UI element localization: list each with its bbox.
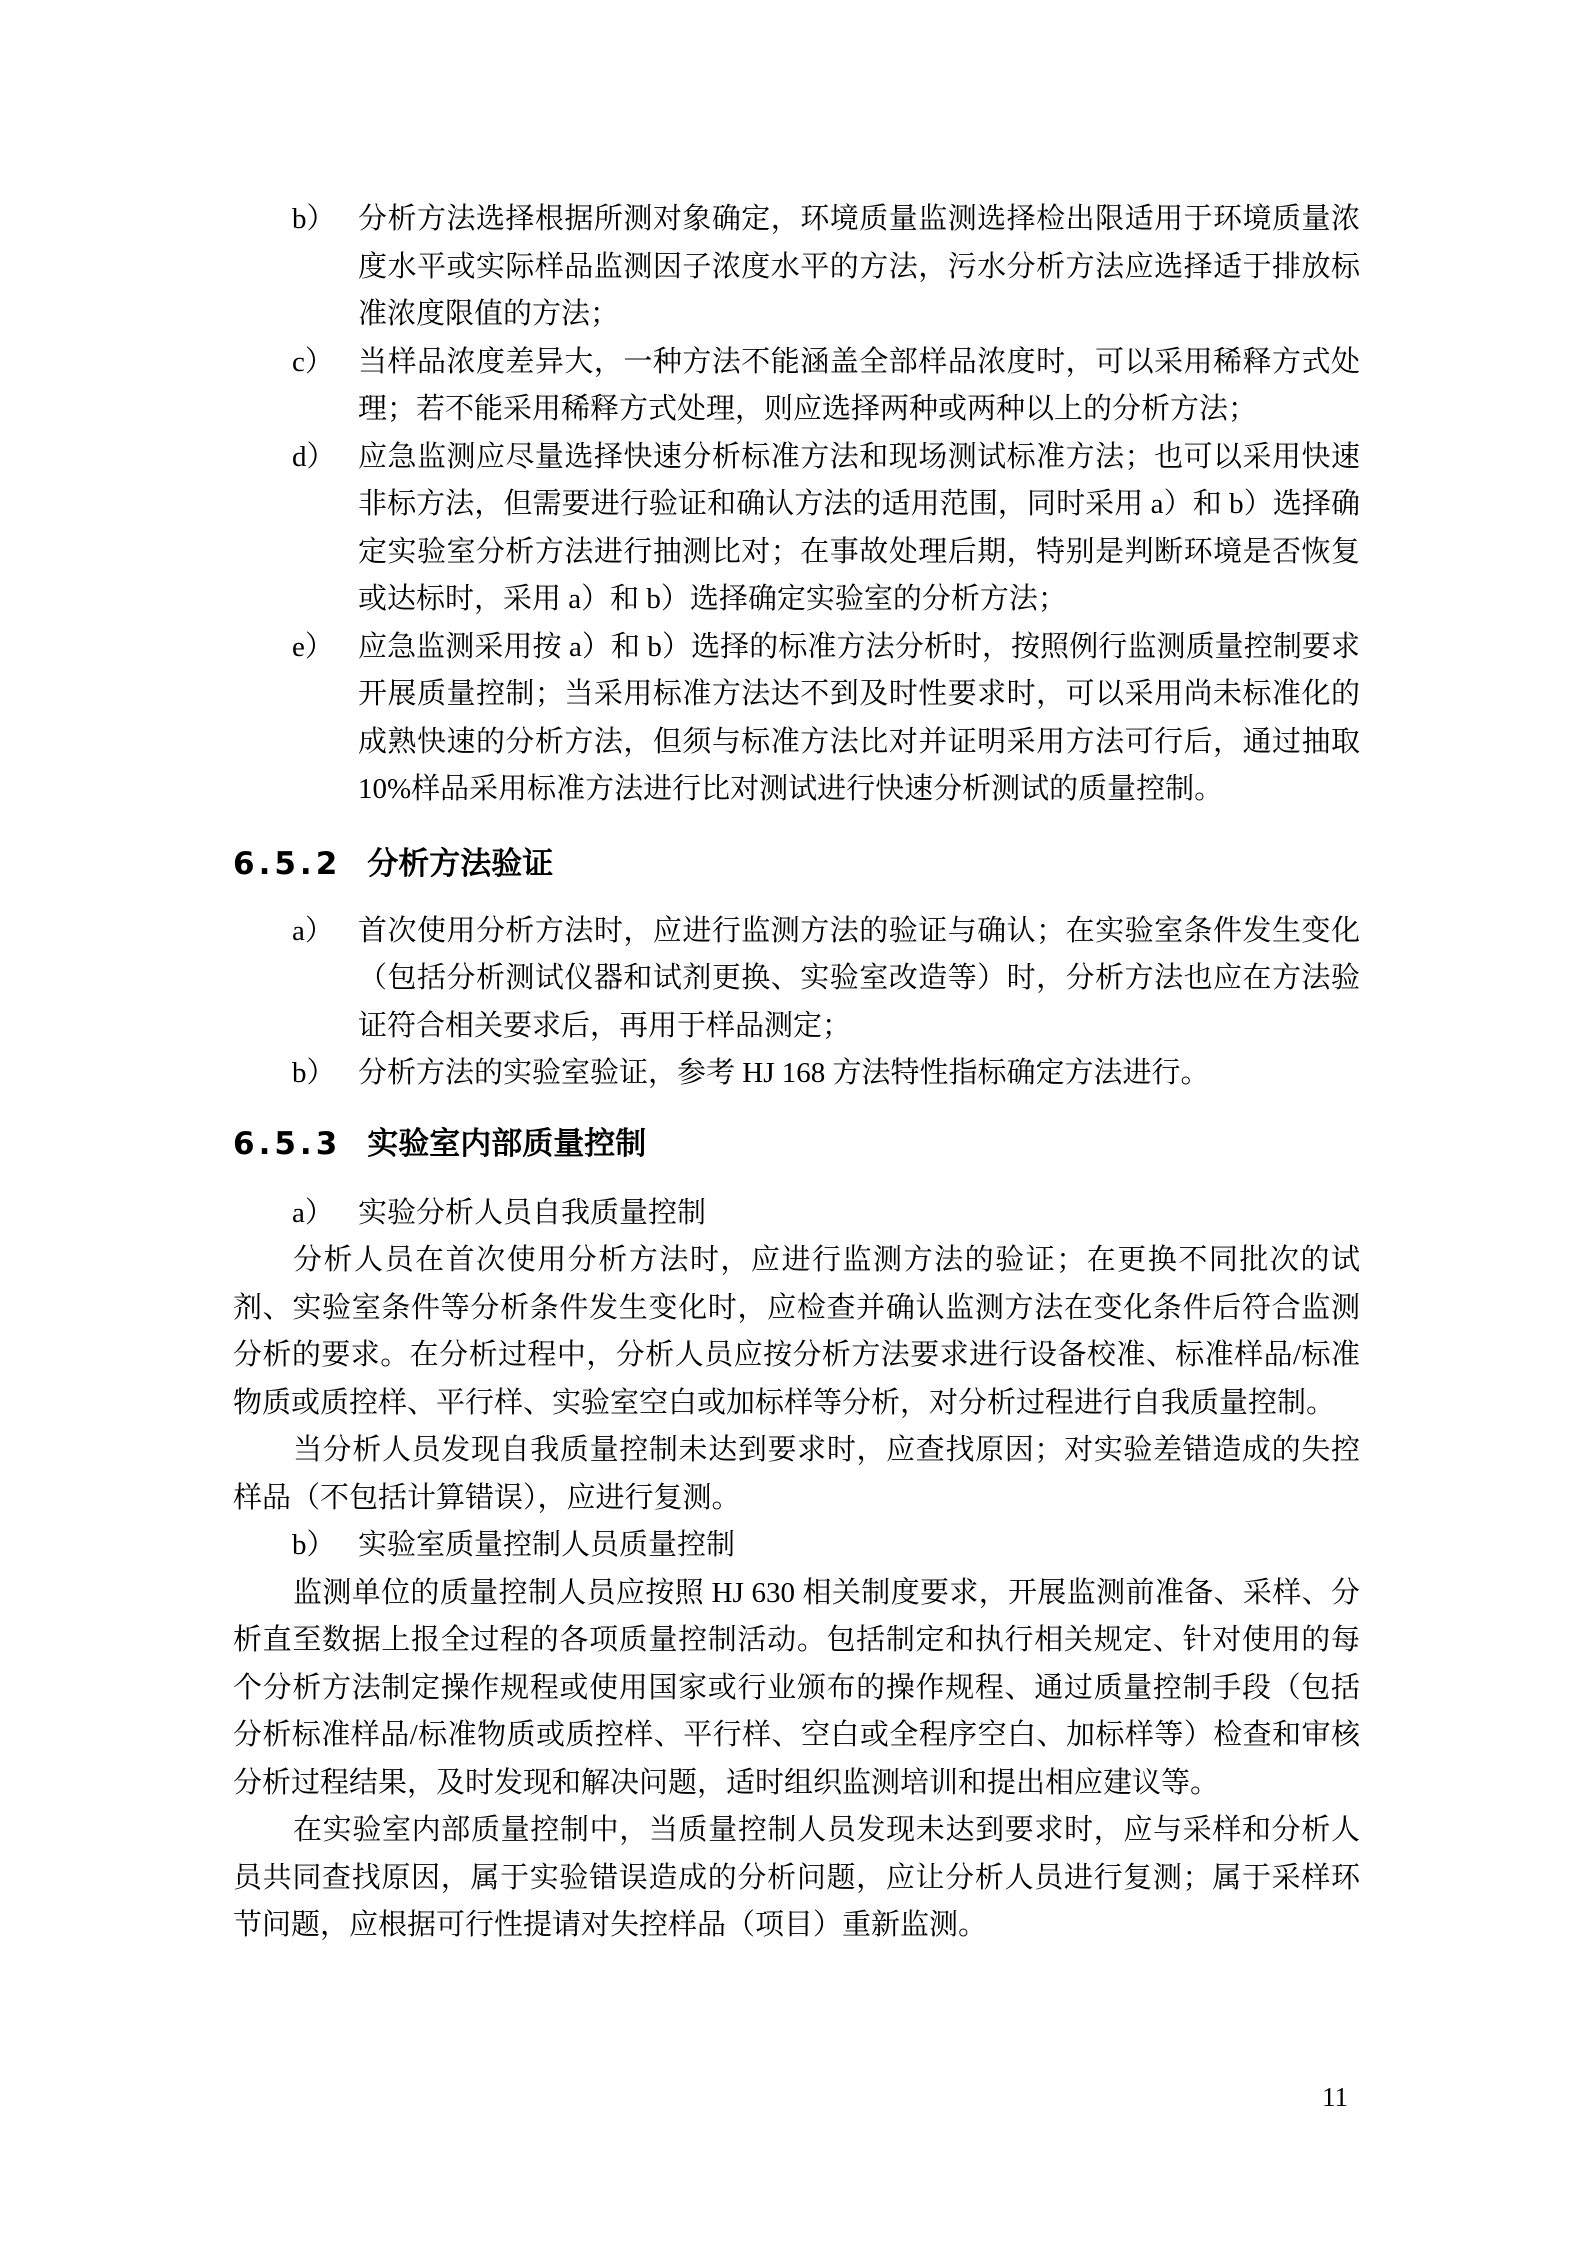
section-title: 实验室内部质量控制 bbox=[367, 1125, 647, 1162]
list-item-text: 实验分析人员自我质量控制 bbox=[358, 1196, 707, 1229]
list-item-text: 分析方法选择根据所测对象确定，环境质量监测选择检出限适用于环境质量浓度水平或实际样品监测因子浓度水平的方法，污水分析方法应选择适于排放标准浓度限值的方法； bbox=[358, 203, 1360, 330]
paragraph: 当分析人员发现自我质量控制未达到要求时，应查找原因；对实验差错造成的失控样品（不包括计算错误），应进行复测。 bbox=[233, 1434, 1360, 1514]
document-content bbox=[233, 0, 1360, 1950]
list-item-text: 当样品浓度差异大，一种方法不能涵盖全部样品浓度时，可以采用稀释方式处理；若不能采用稀释方式处理，则应选择两种或两种以上的分析方法； bbox=[358, 345, 1360, 425]
list-item-marker: b） bbox=[292, 1529, 336, 1561]
list-item-text: 应急监测采用按 a）和 b）选择的标准方法分析时，按照例行监测质量控制要求开展质量控制；当采用标准方法达不到及时性要求时，可以采用尚未标准化的成熟快速的分析方法，但须与标准方法比对并证明采用方法可行后，通过抽取 10%样品采用标准方法进行比对测试进行快速分析测试的质量控制。 bbox=[358, 630, 1360, 805]
list-item-marker: a） bbox=[292, 1196, 334, 1229]
section-heading-6-5-3 bbox=[233, 1120, 1360, 1168]
list-item-marker: e） bbox=[292, 630, 334, 663]
list-item-marker: c） bbox=[292, 345, 334, 378]
page-number: 11 bbox=[1322, 2082, 1348, 2112]
list-item bbox=[292, 908, 1360, 1051]
section-number: 6.5.2 bbox=[233, 845, 342, 882]
list-item-marker: a） bbox=[292, 914, 334, 947]
paragraph: 在实验室内部质量控制中，当质量控制人员发现未达到要求时，应与采样和分析人员共同查找原因，属于实验错误造成的分析问题，应让分析人员进行复测；属于采样环节问题，应根据可行性提请对失控样品（项目）重新监测。 bbox=[233, 1814, 1360, 1941]
section-651-list bbox=[233, 196, 1360, 814]
paragraph: 监测单位的质量控制人员应按照 HJ 630 相关制度要求，开展监测前准备、采样、分析直至数据上报全过程的各项质量控制活动。包括制定和执行相关规定、针对使用的每个分析方法制定操作规程或使用国家或行业颁布的操作规程、通过质量控制手段（包括分析标准样品/标准物质或质控样、平行样、空白或全程序空白、加标样等）检查和审核分析过程结果，及时发现和解决问题，适时组织监测培训和提出相应建议等。 bbox=[233, 1576, 1360, 1799]
section-number: 6.5.3 bbox=[233, 1125, 342, 1162]
list-item bbox=[292, 1522, 1360, 1570]
list-item-marker: b） bbox=[292, 1057, 336, 1089]
list-item-text: 应急监测应尽量选择快速分析标准方法和现场测试标准方法；也可以采用快速非标方法，但需要进行验证和确认方法的适用范围，同时采用 a）和 b）选择确定实验室分析方法进行抽测比对；在事故处理后期，特别是判断环境是否恢复或达标时，采用 a）和 b）选择确定实验室的分析方法； bbox=[358, 440, 1360, 615]
list-item bbox=[292, 1190, 1360, 1238]
paragraph: 分析人员在首次使用分析方法时，应进行监测方法的验证；在更换不同批次的试剂、实验室条件等分析条件发生变化时，应检查并确认监测方法在变化条件后符合监测分析的要求。在分析过程中，分析人员应按分析方法要求进行设备校准、标准样品/标准物质或质控样、平行样、实验室空白或加标样等分析，对分析过程进行自我质量控制。 bbox=[233, 1244, 1360, 1419]
section-heading-6-5-2 bbox=[233, 840, 1360, 888]
list-item-marker: d） bbox=[292, 440, 336, 473]
list-item-text: 首次使用分析方法时，应进行监测方法的验证与确认；在实验室条件发生变化（包括分析测试仪器和试剂更换、实验室改造等）时，分析方法也应在方法验证符合相关要求后，再用于样品测定； bbox=[358, 914, 1360, 1042]
list-item bbox=[292, 339, 1360, 434]
list-item bbox=[292, 434, 1360, 624]
list-item bbox=[292, 1050, 1360, 1098]
list-item-marker: b） bbox=[292, 203, 336, 235]
list-item bbox=[292, 196, 1360, 339]
section-title: 分析方法验证 bbox=[367, 845, 554, 882]
section-653-body bbox=[233, 1190, 1360, 1950]
section-652-list bbox=[233, 908, 1360, 1098]
list-item bbox=[292, 624, 1360, 814]
list-item-text: 实验室质量控制人员质量控制 bbox=[358, 1529, 736, 1561]
list-item-text: 分析方法的实验室验证，参考 HJ 168 方法特性指标确定方法进行。 bbox=[358, 1057, 1210, 1089]
